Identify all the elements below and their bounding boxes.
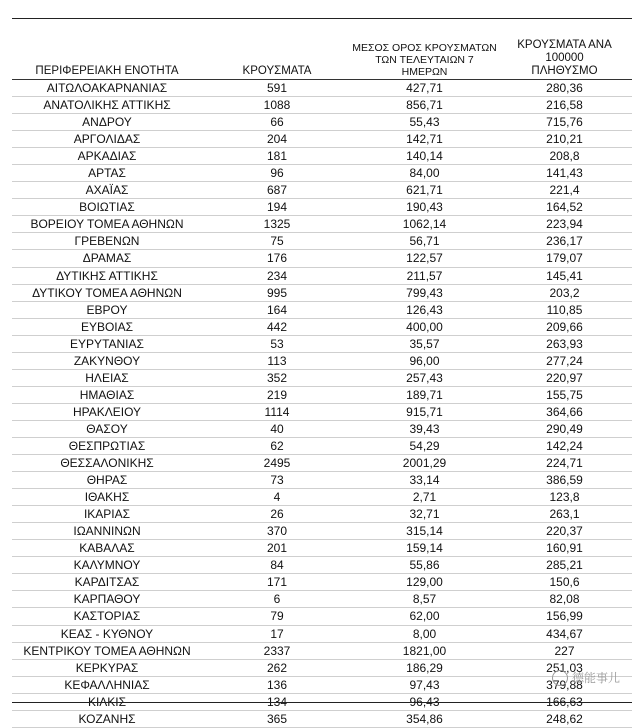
cell-avg7: 122,57 xyxy=(406,251,443,266)
watermark xyxy=(552,669,620,686)
cell-region: ΑΡΤΑΣ xyxy=(88,166,126,181)
cell-cases: 219 xyxy=(266,387,288,402)
table-row xyxy=(12,608,632,625)
table-row xyxy=(12,353,632,370)
cell-per100k: 223,94 xyxy=(546,217,583,232)
cell-cases: 136 xyxy=(266,677,288,692)
cell-region: ΗΡΑΚΛΕΙΟΥ xyxy=(72,404,142,419)
cell-per100k: 364,66 xyxy=(546,404,583,419)
cell-cases: 591 xyxy=(266,81,288,95)
cell-per100k: 216,58 xyxy=(546,98,583,113)
cell-region: ΘΗΡΑΣ xyxy=(86,473,128,488)
cell-per100k: 145,41 xyxy=(546,268,583,283)
cell-cases: 262 xyxy=(266,660,288,675)
table-row xyxy=(12,574,632,591)
cell-region: ΙΚΑΡΙΑΣ xyxy=(83,507,131,522)
cell-per100k: 221,4 xyxy=(549,183,580,198)
cell-per100k: 203,2 xyxy=(549,285,580,300)
cell-cases: 171 xyxy=(266,575,288,590)
cell-avg7: 35,57 xyxy=(409,336,440,351)
header-avg7 xyxy=(352,42,497,78)
cell-cases: 4 xyxy=(273,490,281,505)
table-row xyxy=(12,268,632,285)
cell-cases: 113 xyxy=(267,353,287,368)
cell-region: ΗΜΑΘΙΑΣ xyxy=(79,387,135,402)
cell-per100k: 277,24 xyxy=(546,353,583,368)
cell-region: ΙΘΑΚΗΣ xyxy=(84,490,130,505)
cell-per100k: 715,76 xyxy=(546,115,583,130)
table-row xyxy=(12,506,632,523)
cell-cases: 96 xyxy=(270,166,284,181)
table-row xyxy=(12,182,632,199)
table-row xyxy=(12,557,632,574)
table-header xyxy=(12,39,632,80)
cell-avg7: 55,86 xyxy=(409,558,440,573)
table-body xyxy=(12,80,632,728)
top-rule xyxy=(12,18,632,19)
table-row xyxy=(12,148,632,165)
table-row xyxy=(12,336,632,353)
header-per100k-line2: ΠΛΗΘΥΣΜΟ xyxy=(531,65,598,77)
cell-region: ΚΑΣΤΟΡΙΑΣ xyxy=(73,609,141,624)
cell-avg7: 190,43 xyxy=(406,200,443,215)
cell-avg7: 427,71 xyxy=(406,81,443,95)
table-row xyxy=(12,643,632,660)
cell-avg7: 2001,29 xyxy=(402,456,447,471)
cell-per100k: 236,17 xyxy=(546,234,583,249)
header-avg7-line2: ΤΩΝ ΤΕΛΕΥΤΑΙΩΝ 7 ΗΜΕΡΩΝ xyxy=(375,54,474,78)
cell-cases: 2495 xyxy=(263,456,291,471)
cell-avg7: 8,57 xyxy=(412,592,437,607)
cell-per100k: 263,93 xyxy=(546,336,583,351)
cell-per100k: 141,43 xyxy=(546,166,583,181)
cell-cases: 1325 xyxy=(263,217,291,232)
cell-region: ΚΙΛΚΙΣ xyxy=(87,694,127,709)
cell-per100k: 150,6 xyxy=(549,575,580,590)
header-per100k xyxy=(497,39,632,78)
cell-cases: 370 xyxy=(266,524,288,539)
cell-region: ΔΥΤΙΚΟΥ ΤΟΜΕΑ ΑΘΗΝΩΝ xyxy=(32,285,182,300)
cell-region: ΕΥΒΟΙΑΣ xyxy=(80,319,134,334)
table-row xyxy=(12,233,632,250)
cell-per100k: 164,52 xyxy=(546,200,583,215)
cell-avg7: 257,43 xyxy=(406,370,443,385)
cell-cases: 66 xyxy=(270,115,284,130)
cell-avg7: 186,29 xyxy=(406,660,443,675)
header-per100k-line1: ΚΡΟΥΣΜΑΤΑ ΑΝΑ 100000 xyxy=(517,39,612,64)
cell-cases: 352 xyxy=(266,370,288,385)
cell-avg7: 56,71 xyxy=(409,234,440,249)
table-row xyxy=(12,97,632,114)
cell-per100k: 123,8 xyxy=(549,490,580,505)
cell-region: ΔΡΑΜΑΣ xyxy=(82,251,132,266)
cell-avg7: 315,14 xyxy=(406,524,443,539)
cell-cases: 1088 xyxy=(263,98,291,113)
table-row xyxy=(12,540,632,557)
cell-per100k: 82,08 xyxy=(549,592,580,607)
cell-region: ΔΥΤΙΚΗΣ ΑΤΤΙΚΗΣ xyxy=(56,268,158,283)
cell-avg7: 1821,00 xyxy=(402,643,447,658)
cell-avg7: 8,00 xyxy=(412,626,437,641)
cell-cases: 26 xyxy=(270,507,284,522)
cell-avg7: 96,00 xyxy=(409,353,440,368)
cell-avg7: 55,43 xyxy=(409,115,440,130)
header-region: ΠΕΡΙΦΕΡΕΙΑΚΗ ΕΝΟΤΗΤΑ xyxy=(35,65,179,77)
cell-region: ΑΧΑΪΑΣ xyxy=(85,183,129,198)
cell-per100k: 263,1 xyxy=(549,507,580,522)
table-row xyxy=(12,711,632,728)
cell-cases: 234 xyxy=(266,268,288,283)
cell-per100k: 210,21 xyxy=(546,132,583,147)
table-row xyxy=(12,421,632,438)
cell-cases: 204 xyxy=(266,132,288,147)
cell-per100k: 208,8 xyxy=(549,149,580,164)
cell-region: ΕΥΡΥΤΑΝΙΑΣ xyxy=(70,336,144,351)
cell-avg7: 400,00 xyxy=(406,319,443,334)
cell-cases: 73 xyxy=(270,473,284,488)
table-row xyxy=(12,285,632,302)
cell-region: ΒΟΙΩΤΙΑΣ xyxy=(79,200,135,215)
table-row xyxy=(12,489,632,506)
header-cases: ΚΡΟΥΣΜΑΤΑ xyxy=(242,65,312,77)
cell-per100k: 434,67 xyxy=(546,626,583,641)
cell-cases: 84 xyxy=(270,558,284,573)
cell-avg7: 96,43 xyxy=(409,694,440,709)
cell-cases: 2337 xyxy=(263,643,291,658)
cell-avg7: 54,29 xyxy=(409,438,440,453)
table-row xyxy=(12,199,632,216)
cell-avg7: 126,43 xyxy=(406,302,443,317)
cell-per100k: 280,36 xyxy=(546,81,583,95)
cell-avg7: 32,71 xyxy=(409,507,440,522)
cell-region: ΚΕΝΤΡΙΚΟΥ ΤΟΜΕΑ ΑΘΗΝΩΝ xyxy=(23,643,191,658)
cell-per100k: 290,49 xyxy=(546,421,583,436)
cell-region: ΘΑΣΟΥ xyxy=(86,421,128,436)
cell-region: ΚΑΛΥΜΝΟΥ xyxy=(73,558,141,573)
table-row xyxy=(12,114,632,131)
table-row xyxy=(12,80,632,97)
bottom-rule xyxy=(12,702,632,703)
cell-avg7: 39,43 xyxy=(409,421,440,436)
table-row xyxy=(12,165,632,182)
cell-cases: 62 xyxy=(270,438,284,453)
cell-region: ΕΒΡΟΥ xyxy=(86,302,128,317)
cell-region: ΑΡΓΟΛΙΔΑΣ xyxy=(73,132,141,147)
table-row xyxy=(12,387,632,404)
cell-cases: 6 xyxy=(273,592,281,607)
cell-per100k: 155,75 xyxy=(546,387,583,402)
cell-region: ΚΕΦΑΛΛΗΝΙΑΣ xyxy=(64,677,150,692)
table-row xyxy=(12,250,632,267)
cell-cases: 17 xyxy=(270,626,284,641)
cell-cases: 687 xyxy=(266,183,288,198)
cell-region: ΒΟΡΕΙΟΥ ΤΟΜΕΑ ΑΘΗΝΩΝ xyxy=(30,217,184,232)
cell-region: ΖΑΚΥΝΘΟΥ xyxy=(73,353,141,368)
cell-cases: 134 xyxy=(266,694,288,709)
table-row xyxy=(12,455,632,472)
cell-per100k: 224,71 xyxy=(546,456,583,471)
cell-cases: 995 xyxy=(266,285,288,300)
cell-region: ΚΑΒΑΛΑΣ xyxy=(79,541,135,556)
cell-region: ΚΑΡΔΙΤΣΑΣ xyxy=(74,575,140,590)
cell-region: ΓΡΕΒΕΝΩΝ xyxy=(74,234,140,249)
cell-region: ΙΩΑΝΝΙΝΩΝ xyxy=(73,524,141,539)
cell-avg7: 354,86 xyxy=(406,711,443,726)
cell-cases: 164 xyxy=(266,302,288,317)
cell-cases: 40 xyxy=(270,421,284,436)
cell-per100k: 220,37 xyxy=(546,524,583,539)
cell-cases: 79 xyxy=(270,609,284,624)
table-row xyxy=(12,523,632,540)
cell-per100k: 248,62 xyxy=(546,711,583,726)
table-row xyxy=(12,591,632,608)
table-row xyxy=(12,216,632,233)
cell-avg7: 915,71 xyxy=(406,404,443,419)
cell-region: ΚΕΑΣ - ΚΥΘΝΟΥ xyxy=(60,626,154,641)
cell-avg7: 62,00 xyxy=(409,609,440,624)
cell-per100k: 160,91 xyxy=(546,541,583,556)
cell-region: ΘΕΣΣΑΛΟΝΙΚΗΣ xyxy=(60,456,154,471)
cell-per100k: 156,99 xyxy=(546,609,583,624)
cell-region: ΚΑΡΠΑΘΟΥ xyxy=(73,592,141,607)
cell-per100k: 251,03 xyxy=(546,660,583,675)
cell-region: ΑΙΤΩΛΟΑΚΑΡΝΑΝΙΑΣ xyxy=(46,81,168,95)
cell-per100k: 179,07 xyxy=(546,251,583,266)
cell-cases: 442 xyxy=(266,319,288,334)
cell-avg7: 856,71 xyxy=(406,98,443,113)
cell-cases: 201 xyxy=(266,541,288,556)
table-row xyxy=(12,131,632,148)
table-row xyxy=(12,660,632,677)
cell-avg7: 97,43 xyxy=(409,677,440,692)
cell-cases: 53 xyxy=(270,336,284,351)
cell-per100k: 166,63 xyxy=(546,694,583,709)
cell-cases: 75 xyxy=(270,234,284,249)
cell-cases: 194 xyxy=(266,200,288,215)
cell-region: ΚΕΡΚΥΡΑΣ xyxy=(75,660,139,675)
cell-per100k: 379,88 xyxy=(546,677,583,692)
table-row xyxy=(12,404,632,421)
cell-avg7: 140,14 xyxy=(406,149,443,164)
cell-region: ΑΡΚΑΔΙΑΣ xyxy=(77,149,137,164)
cell-avg7: 189,71 xyxy=(406,387,443,402)
cell-avg7: 1062,14 xyxy=(402,217,447,232)
cell-avg7: 129,00 xyxy=(406,575,443,590)
cell-region: ΘΕΣΠΡΩΤΙΑΣ xyxy=(68,438,146,453)
cell-region: ΑΝΑΤΟΛΙΚΗΣ ΑΤΤΙΚΗΣ xyxy=(43,98,171,113)
cell-per100k: 142,24 xyxy=(546,438,583,453)
cell-avg7: 799,43 xyxy=(406,285,443,300)
cell-avg7: 84,00 xyxy=(409,166,440,181)
table-row xyxy=(12,472,632,489)
table-row xyxy=(12,626,632,643)
wechat-icon xyxy=(552,670,568,686)
cell-per100k: 285,21 xyxy=(546,558,583,573)
table-row xyxy=(12,370,632,387)
cell-cases: 1114 xyxy=(264,404,290,419)
table-row xyxy=(12,438,632,455)
table-row xyxy=(12,319,632,336)
cell-cases: 365 xyxy=(266,711,288,726)
cell-per100k: 110,85 xyxy=(546,302,583,317)
cell-avg7: 211,57 xyxy=(406,268,443,283)
cell-cases: 181 xyxy=(266,149,288,164)
cell-avg7: 159,14 xyxy=(406,541,443,556)
header-avg7-line1: ΜΕΣΟΣ ΟΡΟΣ ΚΡΟΥΣΜΑΤΩΝ xyxy=(352,42,497,54)
cell-region: ΚΟΖΑΝΗΣ xyxy=(78,711,136,726)
cell-region: ΑΝΔΡΟΥ xyxy=(82,115,132,130)
cell-avg7: 2,71 xyxy=(412,490,437,505)
cell-per100k: 386,59 xyxy=(546,473,583,488)
table-row xyxy=(12,302,632,319)
cell-avg7: 621,71 xyxy=(406,183,443,198)
cell-avg7: 33,14 xyxy=(409,473,440,488)
cell-per100k: 227 xyxy=(554,643,575,658)
cell-region: ΗΛΕΙΑΣ xyxy=(85,370,129,385)
table-row xyxy=(12,677,632,694)
cell-cases: 176 xyxy=(266,251,288,266)
watermark-text: 德能事儿 xyxy=(571,671,620,685)
cell-per100k: 220,97 xyxy=(546,370,583,385)
cell-avg7: 142,71 xyxy=(406,132,443,147)
cell-per100k: 209,66 xyxy=(546,319,583,334)
